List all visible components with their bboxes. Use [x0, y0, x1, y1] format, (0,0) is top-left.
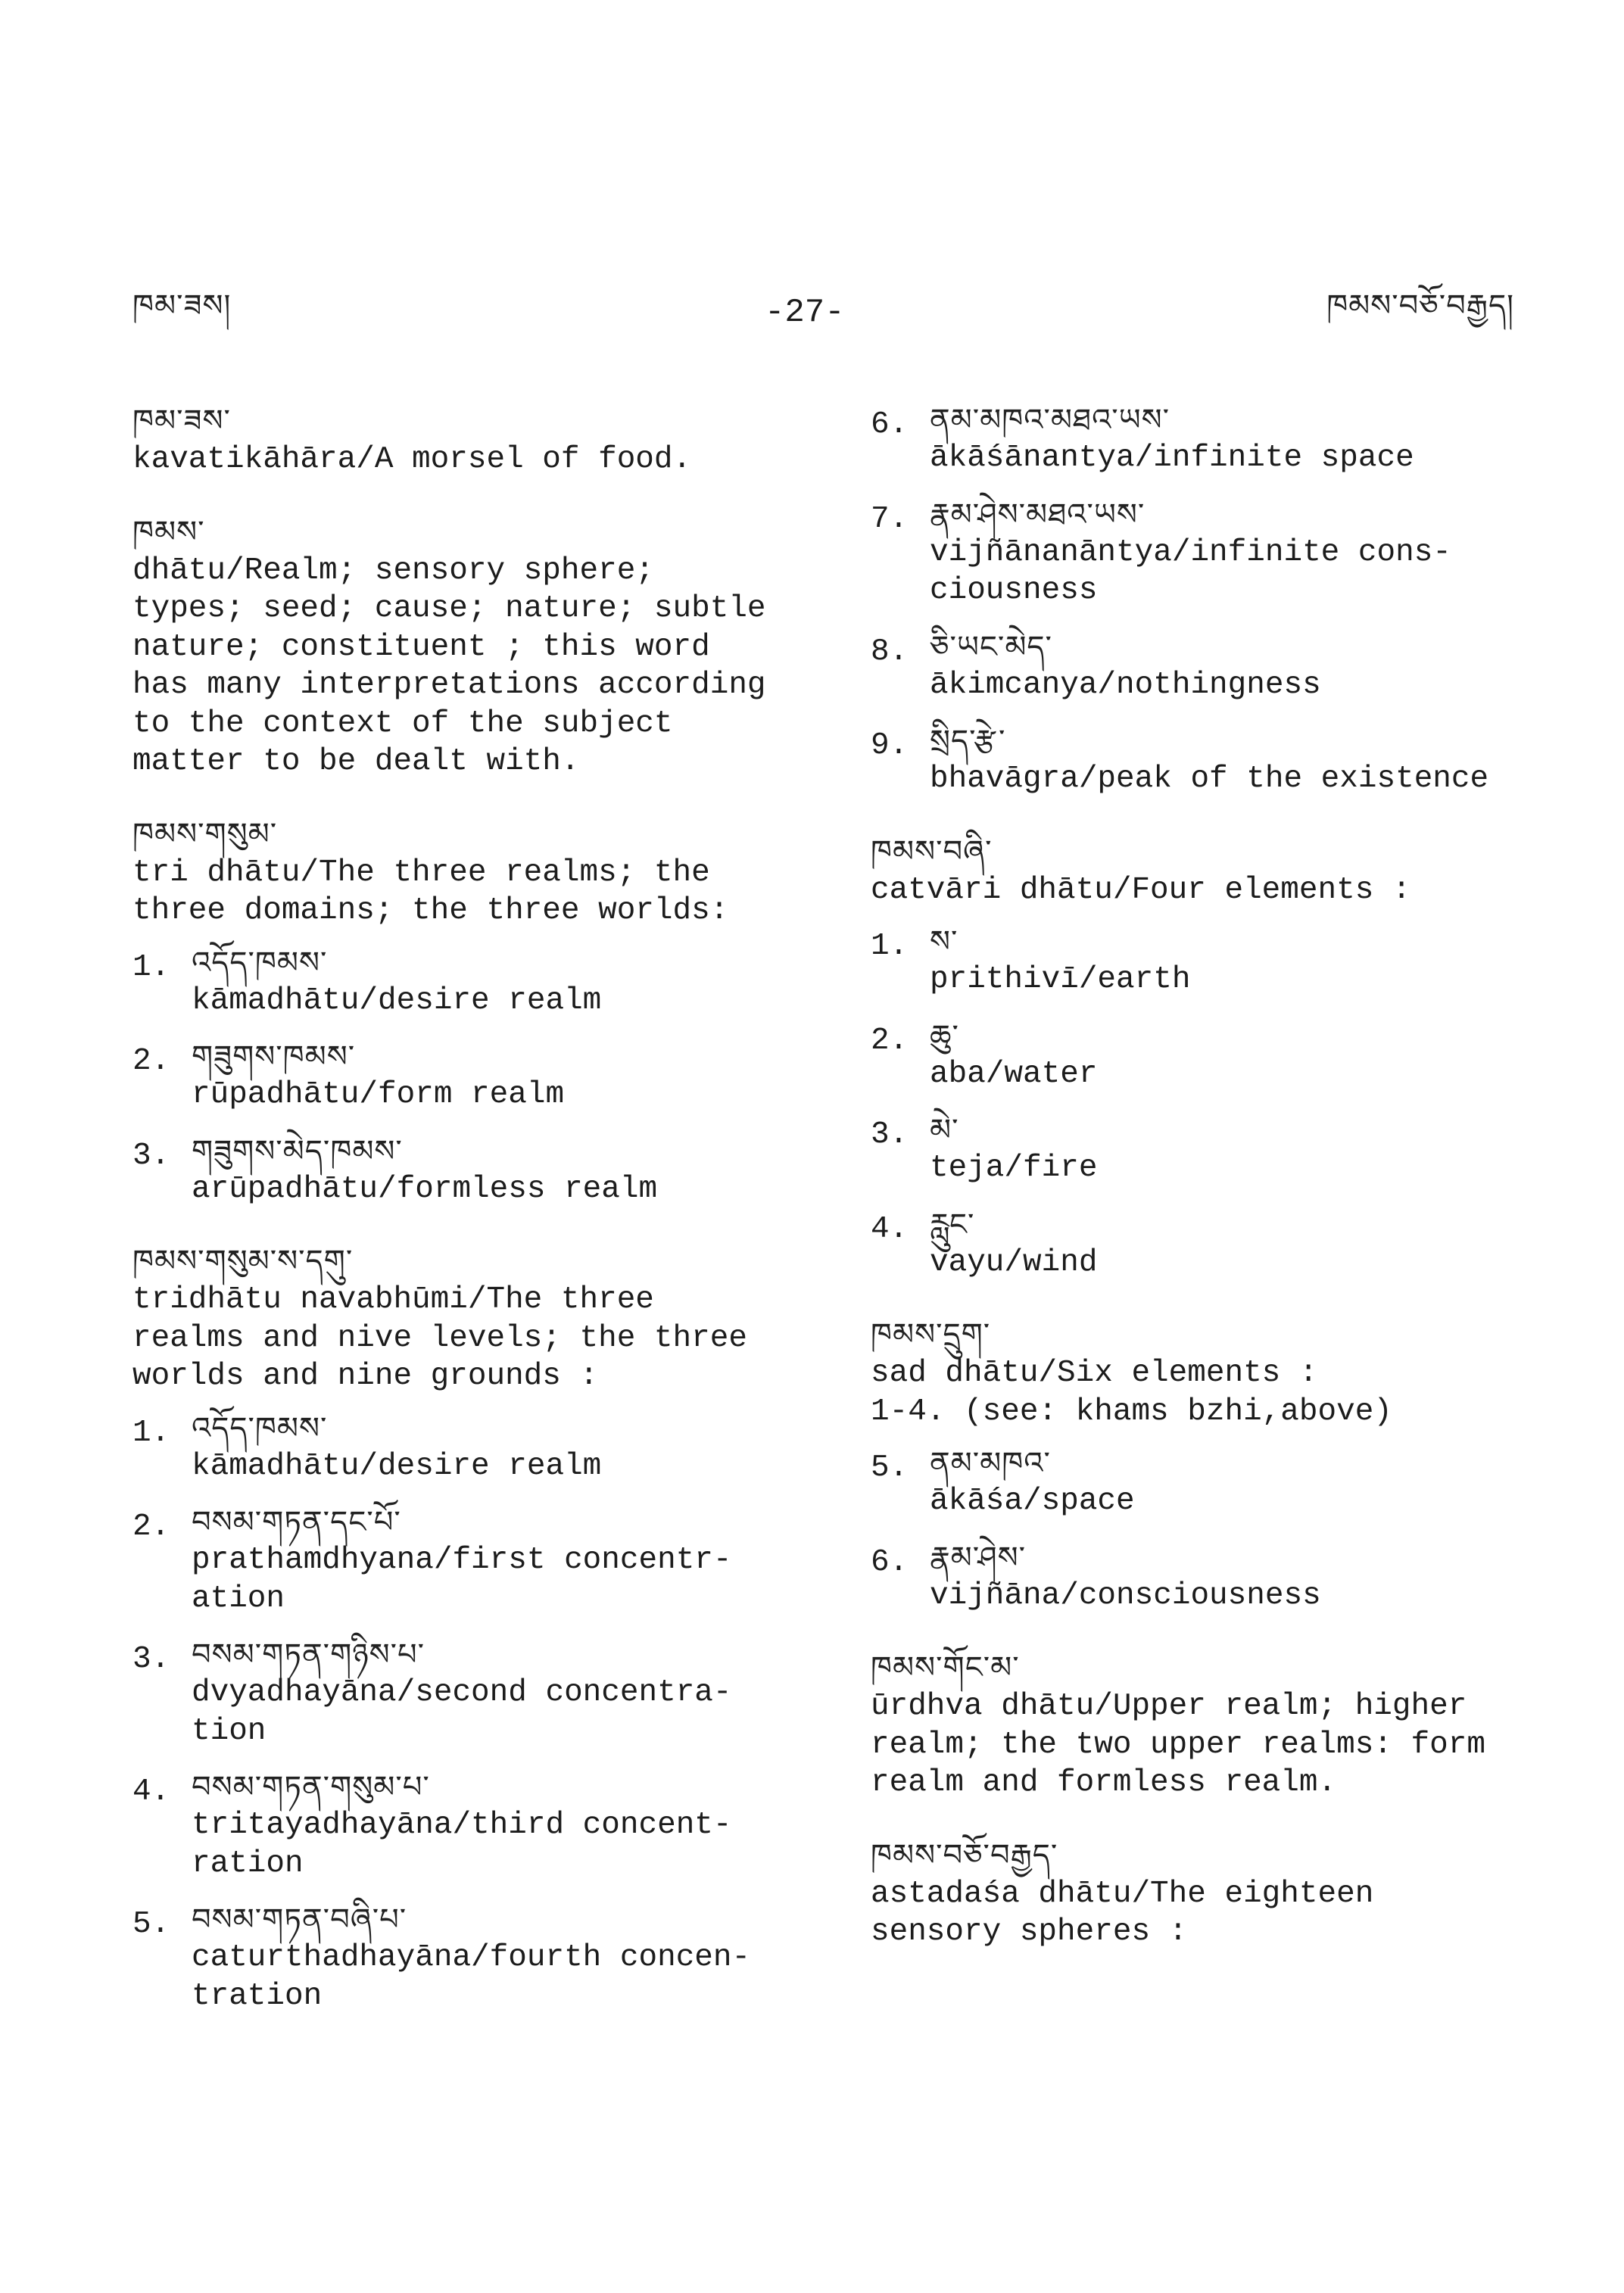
item-tibetan-term: ཅི་ཡང་མེད་: [930, 629, 1052, 665]
item-number: 6.: [871, 1544, 909, 1580]
list-item: [871, 1539, 1522, 1615]
entry-term: ཁམས་བཞི་: [871, 833, 993, 869]
entry-definition: kavatikāhāra/A morsel of food.: [132, 442, 692, 477]
list-item: [132, 1038, 814, 1114]
item-translation: tritayadhayāna/third concent- ration: [192, 1808, 732, 1881]
item-translation: vijñāna/consciousness: [930, 1578, 1321, 1613]
item-tibetan-term: རྣམ་ཤེས་མཐའ་ཡས་: [930, 497, 1146, 532]
item-translation: ākāśānantya/infinite space: [930, 441, 1414, 475]
item-tibetan-term: གཟུགས་མེད་ཁམས་: [192, 1133, 403, 1169]
item-number: 8.: [871, 634, 909, 669]
running-head-left: ཁམ་ཟས།: [132, 288, 232, 323]
item-tibetan-term: མེ་: [930, 1113, 959, 1148]
entry-term: ཁམས་གོང་མ་: [871, 1650, 1020, 1685]
item-number: 7.: [871, 501, 909, 537]
running-head-right: ཁམས་བཅོ་བརྒྱད།: [1326, 288, 1514, 323]
list-item: [132, 944, 814, 1020]
list-item: [871, 401, 1522, 478]
item-number: 6.: [871, 407, 909, 442]
item-tibetan-term: རླུང་: [930, 1207, 975, 1242]
item-translation: dvyadhayāna/second concentra- tion: [192, 1675, 732, 1749]
item-number: 9.: [871, 728, 909, 763]
item-translation: vayu/wind: [930, 1245, 1098, 1280]
item-tibetan-term: རྣམ་ཤེས་: [930, 1540, 1027, 1575]
list-item: [871, 1444, 1522, 1521]
entry-term: ཁམས་དྲུག་: [871, 1317, 991, 1352]
item-translation: prithivī/earth: [930, 962, 1191, 997]
list-item: [132, 1503, 814, 1618]
item-number: 4.: [132, 1774, 170, 1809]
item-translation: ākāśa/space: [930, 1484, 1135, 1519]
item-translation: rūpadhātu/form realm: [192, 1077, 565, 1112]
entry-term: ཁམས་: [132, 514, 205, 550]
item-tibetan-term: གཟུགས་ཁམས་: [192, 1039, 356, 1074]
item-tibetan-term: བསམ་གཏན་དང་པོ་: [192, 1505, 401, 1540]
item-translation: prathamdhyana/first concentr- ation: [192, 1543, 732, 1616]
list-item: [871, 496, 1522, 610]
item-translation: kāmadhātu/desire realm: [192, 1448, 602, 1484]
entry-term: ཁམས་གསུམ་: [132, 816, 278, 852]
item-number: 2.: [132, 1044, 170, 1079]
dictionary-entry: [871, 401, 1522, 799]
entry-list: [871, 923, 1522, 1282]
dictionary-entry: [871, 1315, 1522, 1615]
item-translation: aba/water: [930, 1056, 1098, 1092]
item-tibetan-term: ས་: [930, 924, 959, 959]
list-item: [132, 1768, 814, 1883]
item-translation: ākimcanya/nothingness: [930, 667, 1321, 703]
item-tibetan-term: ཆུ་: [930, 1018, 959, 1054]
item-translation: arūpadhātu/formless realm: [192, 1171, 658, 1207]
dictionary-entry: [871, 1836, 1522, 1952]
dictionary-entry: [132, 815, 814, 1209]
entry-definition: ūrdhva dhātu/Upper realm; higher realm; the two upper realms: form realm and formless realm.: [871, 1689, 1485, 1800]
dictionary-entry: [871, 832, 1522, 1282]
item-translation: teja/fire: [930, 1151, 1098, 1185]
entry-term: ཁམས་བཅོ་བརྒྱད་: [871, 1837, 1058, 1873]
entry-list: [871, 1444, 1522, 1615]
item-tibetan-term: འདོད་ཁམས་: [192, 1410, 328, 1446]
item-number: 1.: [871, 929, 909, 964]
item-number: 1.: [132, 949, 170, 985]
entry-term: ཁམས་གསུམ་ས་དགུ་: [132, 1244, 354, 1279]
dictionary-entry: [132, 512, 814, 781]
item-translation: bhavāgra/peak of the existence: [930, 762, 1489, 796]
entry-term: ཁམ་ཟས་: [132, 403, 231, 438]
list-item: [132, 1132, 814, 1209]
entry-definition: tridhātu navabhūmi/The three realms and nive levels; the three worlds and nine grounds :: [132, 1282, 747, 1394]
dictionary-entry: [132, 401, 814, 479]
page-number: -27-: [765, 294, 845, 332]
item-number: 3.: [132, 1138, 170, 1173]
left-column: [132, 401, 814, 2048]
item-number: 2.: [871, 1023, 909, 1058]
entry-definition: sad dhātu/Six elements : 1-4. (see: khams bzhi,above): [871, 1356, 1392, 1429]
dictionary-entry: [132, 1242, 814, 2015]
item-number: 3.: [871, 1117, 909, 1152]
item-number: 3.: [132, 1642, 170, 1677]
item-number: 2.: [132, 1509, 170, 1544]
item-tibetan-term: བསམ་གཏན་གསུམ་པ་: [192, 1770, 430, 1805]
item-tibetan-term: བསམ་གཏན་གཉིས་པ་: [192, 1637, 425, 1672]
entry-definition: dhātu/Realm; sensory sphere; types; seed; cause; nature; subtle nature; constituent ; this word has many interpretations according to the context of the subject matter to be dealt with.: [132, 553, 766, 779]
entry-list: [132, 944, 814, 1209]
list-item: [871, 923, 1522, 999]
list-item: [871, 1111, 1522, 1188]
list-item: [871, 1017, 1522, 1094]
entry-list: [132, 1410, 814, 2016]
entry-list: [871, 401, 1522, 799]
list-item: [132, 1410, 814, 1486]
dictionary-entry: [871, 1648, 1522, 1802]
item-number: 1.: [132, 1415, 170, 1450]
list-item: [871, 628, 1522, 705]
list-item: [132, 1636, 814, 1750]
item-number: 5.: [871, 1450, 909, 1485]
list-item: [132, 1901, 814, 2015]
item-number: 4.: [871, 1211, 909, 1247]
item-translation: vijñānanāntya/infinite cons- ciousness: [930, 534, 1451, 608]
item-tibetan-term: ནམ་མཁའ་མཐའ་ཡས་: [930, 403, 1170, 438]
entry-definition: tri dhātu/The three realms; the three domains; the three worlds:: [132, 855, 729, 928]
item-tibetan-term: ནམ་མཁའ་: [930, 1446, 1051, 1481]
entry-definition: astadaśa dhātu/The eighteen sensory spheres :: [871, 1876, 1374, 1949]
list-item: [871, 1206, 1522, 1282]
item-tibetan-term: འདོད་ཁམས་: [192, 945, 328, 980]
item-tibetan-term: བསམ་གཏན་བཞི་པ་: [192, 1902, 407, 1937]
item-number: 5.: [132, 1907, 170, 1942]
item-tibetan-term: སྲིད་རྩེ་: [930, 724, 1006, 759]
list-item: [871, 722, 1522, 799]
item-translation: kāmadhātu/desire realm: [192, 983, 602, 1018]
right-column: [871, 401, 1522, 1985]
item-translation: caturthadhayāna/fourth concen- tration: [192, 1940, 751, 2014]
entry-definition: catvāri dhātu/Four elements :: [871, 872, 1411, 908]
